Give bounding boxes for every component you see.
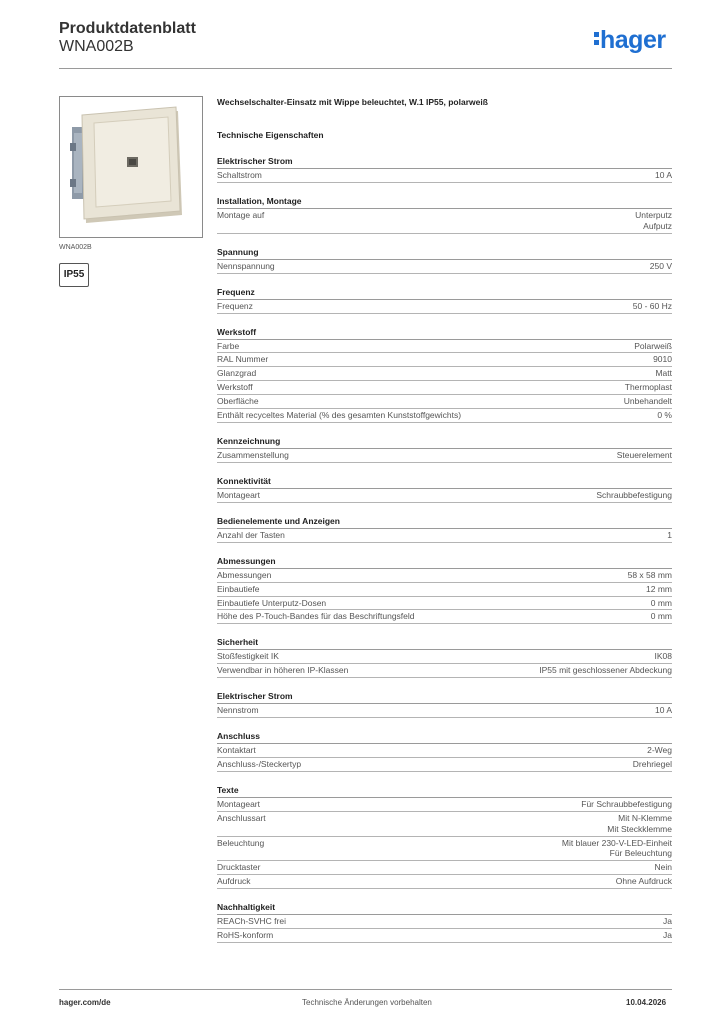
property-value-line: 50 - 60 Hz <box>632 300 672 311</box>
section-title: Anschluss <box>217 730 672 744</box>
property-label: Montageart <box>217 489 260 500</box>
property-row <box>217 569 672 583</box>
section-title: Texte <box>217 784 672 798</box>
property-label: Höhe des P-Touch-Bandes für das Beschriftungsfeld <box>217 611 415 622</box>
section-title: Konnektivität <box>217 475 672 489</box>
property-value-line: Thermoplast <box>624 382 672 393</box>
property-value-line: 10 A <box>654 705 672 716</box>
property-value-line: 12 mm <box>646 583 672 594</box>
property-value-line: 250 V <box>649 260 672 271</box>
property-label: Frequenz <box>217 300 253 311</box>
section-title: Kennzeichnung <box>217 435 672 449</box>
footer-divider <box>59 989 672 990</box>
header-divider <box>59 68 672 69</box>
property-label: Aufdruck <box>217 876 251 887</box>
property-value <box>645 862 672 873</box>
logo-text: hager <box>600 26 666 54</box>
section-title: Frequenz <box>217 286 672 300</box>
property-value-line: 1 <box>667 529 672 540</box>
property-value <box>641 598 672 609</box>
property-label: Zusammenstellung <box>217 449 289 460</box>
property-row <box>217 367 672 381</box>
property-row <box>217 300 672 314</box>
property-label: Kontaktart <box>217 745 256 756</box>
property-value-line: Mit Steckklemme <box>607 823 672 834</box>
section-title: Elektrischer Strom <box>217 155 672 169</box>
logo-dots-icon <box>594 29 599 47</box>
property-row <box>217 915 672 929</box>
property-row <box>217 650 672 664</box>
property-row <box>217 758 672 772</box>
section-title: Bedienelemente und Anzeigen <box>217 515 672 529</box>
property-label: Enthält recyceltes Material (% des gesamten Kunststoffgewichts) <box>217 410 462 421</box>
section-spacer <box>217 274 672 286</box>
section-title: Nachhaltigkeit <box>217 901 672 915</box>
property-label: Glanzgrad <box>217 368 257 379</box>
property-value-line: Für Schraubbefestigung <box>581 798 672 809</box>
footer-date: 10.04.2026 <box>626 998 667 1007</box>
property-value-line: Ja <box>663 930 672 941</box>
property-row <box>217 395 672 409</box>
property-row <box>217 837 672 862</box>
section-spacer <box>217 423 672 435</box>
section-spacer <box>217 543 672 555</box>
footer-website[interactable]: hager.com/de <box>59 998 111 1007</box>
property-value <box>637 745 672 756</box>
property-value <box>552 838 672 860</box>
page-title: Produktdatenblatt <box>59 20 196 37</box>
property-row <box>217 353 672 367</box>
property-label: RoHS-konform <box>217 930 274 941</box>
property-label: RAL Nummer <box>217 354 269 365</box>
property-row <box>217 449 672 463</box>
property-value-line: Mit blauer 230-V-LED-Einheit <box>561 837 672 848</box>
property-row <box>217 583 672 597</box>
property-value-line: Aufputz <box>643 220 672 231</box>
property-value <box>645 368 672 379</box>
property-value <box>640 261 672 272</box>
property-value-line: 58 x 58 mm <box>627 569 672 580</box>
section-spacer <box>217 718 672 730</box>
property-label: Stoßfestigkeit IK <box>217 651 279 662</box>
section-title: Sicherheit <box>217 636 672 650</box>
property-label: Verwendbar in höheren IP-Klassen <box>217 665 349 676</box>
property-value <box>636 584 672 595</box>
property-label: Anschlussart <box>217 812 266 823</box>
section-spacer <box>217 772 672 784</box>
property-row <box>217 812 672 837</box>
property-label: Einbautiefe <box>217 583 260 594</box>
property-label: Anschluss-/Steckertyp <box>217 758 302 769</box>
property-value <box>657 530 672 541</box>
property-label: Abmessungen <box>217 569 272 580</box>
product-description: Wechselschalter-Einsatz mit Wippe beleuchtet, W.1 IP55, polarweiß <box>217 97 488 107</box>
property-value-line: Drehriegel <box>632 758 672 769</box>
section-spacer <box>217 503 672 515</box>
property-value <box>571 799 672 810</box>
property-label: Farbe <box>217 340 240 351</box>
property-row <box>217 209 672 234</box>
property-label: Schaltstrom <box>217 170 262 180</box>
property-value-line: Unterputz <box>635 209 672 220</box>
property-value <box>625 210 672 232</box>
footer-notice: Technische Änderungen vorbehalten <box>302 998 432 1007</box>
property-value-line: 2-Weg <box>647 745 672 756</box>
property-label: Werkstoff <box>217 382 253 393</box>
property-row <box>217 744 672 758</box>
section-spacer <box>217 624 672 636</box>
property-value <box>529 665 672 676</box>
property-value-line: Mit N-Klemme <box>618 812 672 823</box>
property-row <box>217 610 672 624</box>
property-label: REACh-SVHC frei <box>217 916 286 927</box>
property-value-line: 9010 <box>653 354 672 365</box>
property-value-line: 10 A <box>654 170 672 180</box>
property-value-line: IP55 mit geschlossener Abdeckung <box>539 665 672 676</box>
property-value <box>645 705 672 716</box>
property-value <box>643 354 672 365</box>
product-code: WNA002B <box>59 38 134 55</box>
property-value <box>645 651 673 662</box>
property-row <box>217 409 672 423</box>
property-value <box>597 813 672 835</box>
property-label: Nennstrom <box>217 705 259 716</box>
property-value-line: Für Beleuchtung <box>609 848 672 859</box>
section-spacer <box>217 678 672 690</box>
property-value-line: Matt <box>655 368 672 379</box>
ip-rating-badge: IP55 <box>59 263 89 287</box>
property-row <box>217 861 672 875</box>
section-title: Elektrischer Strom <box>217 690 672 704</box>
property-value <box>615 382 672 393</box>
property-label: Nennspannung <box>217 260 275 271</box>
property-label: Montage auf <box>217 209 265 220</box>
property-row <box>217 489 672 503</box>
property-value <box>647 410 672 421</box>
property-value <box>641 611 672 622</box>
property-label: Drucktaster <box>217 862 261 873</box>
property-row <box>217 340 672 354</box>
property-value-line: Nein <box>654 862 672 873</box>
property-label: Anzahl der Tasten <box>217 529 285 540</box>
property-value-line: Unbehandelt <box>623 396 672 407</box>
property-value-line: Steuerelement <box>616 449 672 460</box>
property-row <box>217 664 672 678</box>
section-title: Spannung <box>217 246 672 260</box>
property-value <box>623 759 672 770</box>
section-spacer <box>217 183 672 195</box>
section-title: Installation, Montage <box>217 195 672 209</box>
section-spacer <box>217 463 672 475</box>
property-label: Beleuchtung <box>217 837 265 848</box>
property-value <box>607 450 672 461</box>
property-label: Oberfläche <box>217 396 259 407</box>
property-value-line: Ja <box>663 916 672 927</box>
property-row <box>217 704 672 718</box>
section-spacer <box>217 314 672 326</box>
property-value <box>618 570 672 581</box>
section-title: Werkstoff <box>217 326 672 340</box>
section-spacer <box>217 234 672 246</box>
property-row <box>217 529 672 543</box>
property-label: Montageart <box>217 798 260 809</box>
hager-logo <box>594 25 666 55</box>
property-value <box>653 930 672 941</box>
property-value <box>614 396 672 407</box>
section-title: Abmessungen <box>217 555 672 569</box>
switch-product-icon <box>60 97 202 237</box>
property-value <box>645 170 672 181</box>
property-row <box>217 875 672 889</box>
property-value-line: IK08 <box>654 651 672 662</box>
property-value-line: Schraubbefestigung <box>596 489 672 500</box>
property-label: Einbautiefe Unterputz-Dosen <box>217 597 327 608</box>
property-value <box>606 876 672 887</box>
property-row <box>217 169 672 183</box>
property-value-line: 0 mm <box>650 597 672 608</box>
property-row <box>217 381 672 395</box>
property-row <box>217 798 672 812</box>
product-image-caption: WNA002B <box>59 244 92 251</box>
property-value-line: Ohne Aufdruck <box>615 876 672 887</box>
product-image <box>59 96 203 238</box>
property-value-line: 0 % <box>657 410 672 421</box>
property-row <box>217 260 672 274</box>
property-value <box>624 341 672 352</box>
property-value <box>623 301 672 312</box>
section-spacer <box>217 889 672 901</box>
property-value-line: 0 mm <box>650 611 672 622</box>
property-row <box>217 929 672 943</box>
property-value-line: Polarweiß <box>634 340 672 351</box>
property-value <box>586 490 672 501</box>
property-value <box>653 916 672 927</box>
properties-heading: Technische Eigenschaften <box>217 130 324 140</box>
properties-table <box>217 155 672 943</box>
property-row <box>217 597 672 611</box>
